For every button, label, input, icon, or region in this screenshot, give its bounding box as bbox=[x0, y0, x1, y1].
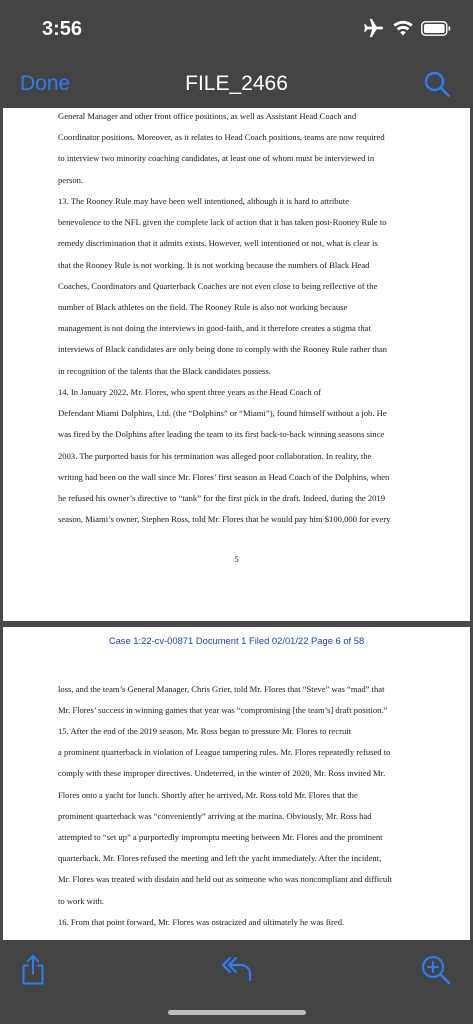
home-indicator bbox=[168, 1010, 306, 1015]
share-icon[interactable] bbox=[20, 954, 46, 991]
page-number: 5 bbox=[234, 554, 239, 564]
paragraph-16: 16. From that point forward, Mr. Flores was ostracized and ultimately he was fired. bbox=[58, 917, 345, 927]
paragraph-13: 13. The Rooney Rule may have been well intentioned, although it is hard to attribute benevolence to the NFL given the complete lack of action that it has taken post-Rooney Rule to remedy discrimination that it admits exists. However, well intentioned or not, what is clear is that the Rooney Rule is not working. It is not working because the numbers of Black Head Coaches, Coordinators and Quarterback Coaches are not even close to being reflective of the number of Black athletes on the field. The Rooney Rule is also not working because management is not doing the interviews in good-faith, and it therefore creates a stigma that interviews of Black candidates are only being done to comply with the Rooney Rule rather than in recognition of the talents that the Black candidates possess. bbox=[58, 196, 388, 376]
paragraph-15: 15. After the end of the 2019 season, Mr. Ross began to pressure Mr. Flores to recruit a prominent quarterback in violation of League tampering rules. Mr. Flores repeatedly refused to comply with these improper directives. Undeterred, in the winter of 2020, Mr. Ross invited Mr. Flores onto a yacht for lunch. Shortly after he arrived, Mr. Ross told Mr. Flores that the prominent quarterback was “conveniently” arriving at the marina. Obviously, Mr. Ross had attempted to “set up” a purportedly impromptu meeting between Mr. Flores and the prominent quarterback. Mr. Flores refused the meeting and left the yacht immediately. After the incident, Mr. Flores was treated with disdain and held out as someone who was noncompliant and difficult to work with. bbox=[58, 726, 392, 906]
wifi-icon bbox=[393, 20, 413, 36]
airplane-icon bbox=[363, 18, 385, 38]
paragraph-continued: loss, and the team’s General Manager, Chris Grier, told Mr. Flores that “Steve” was “mad” that Mr. Flores’ success in winning games that year was “compromising [the team’s] draft position.” bbox=[58, 684, 388, 716]
done-button[interactable]: Done bbox=[20, 72, 71, 95]
bottom-toolbar bbox=[0, 940, 473, 1024]
nav-bar bbox=[0, 60, 473, 108]
status-time: 3:56 bbox=[42, 18, 83, 40]
battery-icon bbox=[421, 21, 451, 36]
markup-icon[interactable] bbox=[221, 954, 253, 989]
status-bar bbox=[0, 0, 473, 60]
zoom-in-icon[interactable] bbox=[420, 954, 452, 991]
paragraph-continued: General Manager and other front office positions, as well as Assistant Head Coach and Coordinator positions. Moreover, as it relates to Head Coach positions, teams are now required to interview two minority coaching candidates, at least one of whom must be interviewed in person. bbox=[58, 111, 385, 185]
case-header: Case 1:22-cv-00871 Document 1 Filed 02/01/22 Page 6 of 58 bbox=[108, 635, 365, 646]
pdf-page-6 bbox=[3, 627, 470, 940]
document-viewer[interactable] bbox=[0, 108, 473, 940]
status-icons bbox=[363, 18, 451, 38]
document-title: FILE_2466 bbox=[185, 72, 288, 95]
paragraph-14: 14. In January 2022, Mr. Flores, who spent three years as the Head Coach of Defendant Miami Dolphins, Ltd. (the “Dolphins” or “Miami”), found himself without a job. He was fired by the Dolphins after leading the team to its first back-to-back winning seasons since 2003. The purported basis for his termination was alleged poor collaboration. In reality, the writing had been on the wall since Mr. Flores’ first season as Head Coach of the Dolphins, when he refused his owner’s directive to “tank” for the first pick in the draft. Indeed, during the 2019 season, Miami’s owner, Stephen Ross, told Mr. Flores that he would pay him $100,000 for every bbox=[58, 387, 391, 525]
search-icon[interactable] bbox=[423, 70, 451, 103]
pdf-page-5 bbox=[3, 108, 470, 621]
